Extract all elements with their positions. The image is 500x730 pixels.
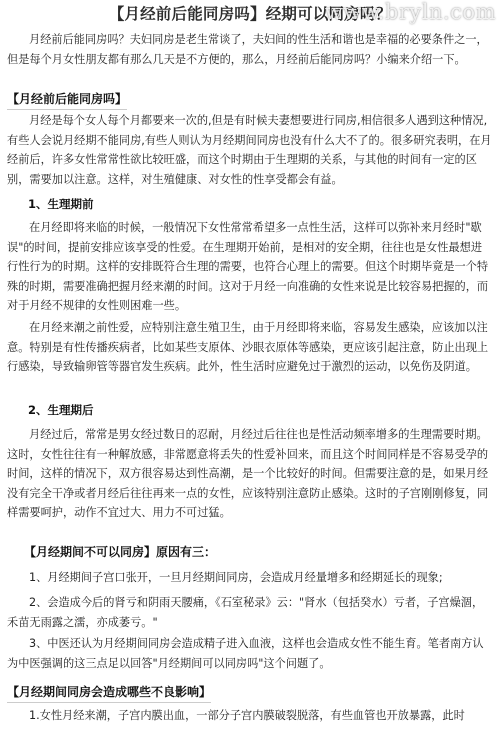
intro-paragraph: 月经前后能同房吗？夫妇同房是老生常谈了，夫妇间的性生活和谐也是幸福的必要条件之一，但是每个月女性朋友都有那么几天是不方便的，那么，月经前后能同房吗？小编来介绍一下。 <box>7 33 488 66</box>
after-period-paragraph: 月经过后，常常是男女经过数日的忍耐，月经过后往往也是性活动频率增多的生理需要时期。这时，女性往往有一种解放感，非常愿意将丢失的性爱补回来，而且这个时间同样是不容易受孕的时间，这样的情况下，双方很容易达到性高潮，是一个比较好的时间。但需要注意的是，如果月经没有完全干净或者月经后往往再来一点的女性，应该特别注意防止感染。这时的子宫刚刚修复，同样需要呵护，动作不宜过大、用力不可过猛。 <box>7 428 489 520</box>
subheading-before-period: 1、生理期前 <box>28 197 94 211</box>
subheading-after-period: 2、生理期后 <box>28 403 94 417</box>
section-heading-reasons: 【月经期间不可以同房】原因有三： <box>24 545 217 559</box>
reason-item: 2、会造成今后的肾亏和阴雨天腰痛，《石室秘录》云："肾水（包括癸水）亏者，子宫燥涸，禾苗无雨露之濡，亦成萎亏。" <box>7 596 484 629</box>
reason-item: 1、月经期间子宫口张开，一旦月经期间同房，会造成月经量增多和经期延长的现象; <box>29 571 443 584</box>
article-title: 【月经前后能同房吗】经期可以同房吗？ <box>108 5 392 23</box>
hygiene-paragraph: 在月经来潮之前性爱，应特别注意生殖卫生，由于月经即将来临，容易发生感染，应该加以注意。特别是有性传播疾病者，比如某些支原体、沙眼衣原体等感染，更应该引起注意，防止出现上行感染，导致输卵管等器官发生疾病。此外，性生活时应避免过于激烈的运动，以免伤及阴道。 <box>7 321 489 374</box>
effects-paragraph: 1.女性月经来潮，子宫内膜出血，一部分子宫内膜破裂脱落，有些血管也开放暴露，此时 <box>29 709 465 722</box>
before-period-paragraph: 在月经即将来临的时候，一般情况下女性常常希望多一点性生活，这样可以弥补来月经时"歇误"的时间，提前安排应该享受的性爱。在生理期开始前，是相对的安全期，往往也是女性最想进行性行为的时期。这样的安排既符合生理的需要，也符合心理上的需要。但这个时期毕竟是一个特殊的时期，需要准确把握月经来潮的时间。这对于月经一向准确的女性来说是比较容易把握的，而对于月经不规律的女性则困难一些。 <box>7 221 489 313</box>
section1-paragraph: 月经是每个女人每个月都要来一次的,但是有时候夫妻想要进行同房,相信很多人遇到这种情况,有些人会说月经期不能同房,有些人则认为月经期间同房也没有什么大不了的。很多研究表明，在月经前后，许多女性常常性欲比较旺盛，而这个时期由于生理期的关系，与其他的时间有一定的区别，需要加以注意。这样，对生殖健康、对女性的性享受都会有益。 <box>7 114 492 186</box>
section-heading-effects: 【月经期间同房会造成哪些不良影响】 <box>7 683 211 703</box>
section-heading-before-after: 【月经前后能同房吗】 <box>7 90 127 110</box>
reason-item: 3、中医还认为月经期间同房会造成精子进入血液，这样也会造成女性不能生育。笔者南方认为中医强调的这三点足以回答"月经期间可以同房吗"这个问题了。 <box>7 637 484 670</box>
site-watermark: www.bryln.com <box>324 0 496 24</box>
